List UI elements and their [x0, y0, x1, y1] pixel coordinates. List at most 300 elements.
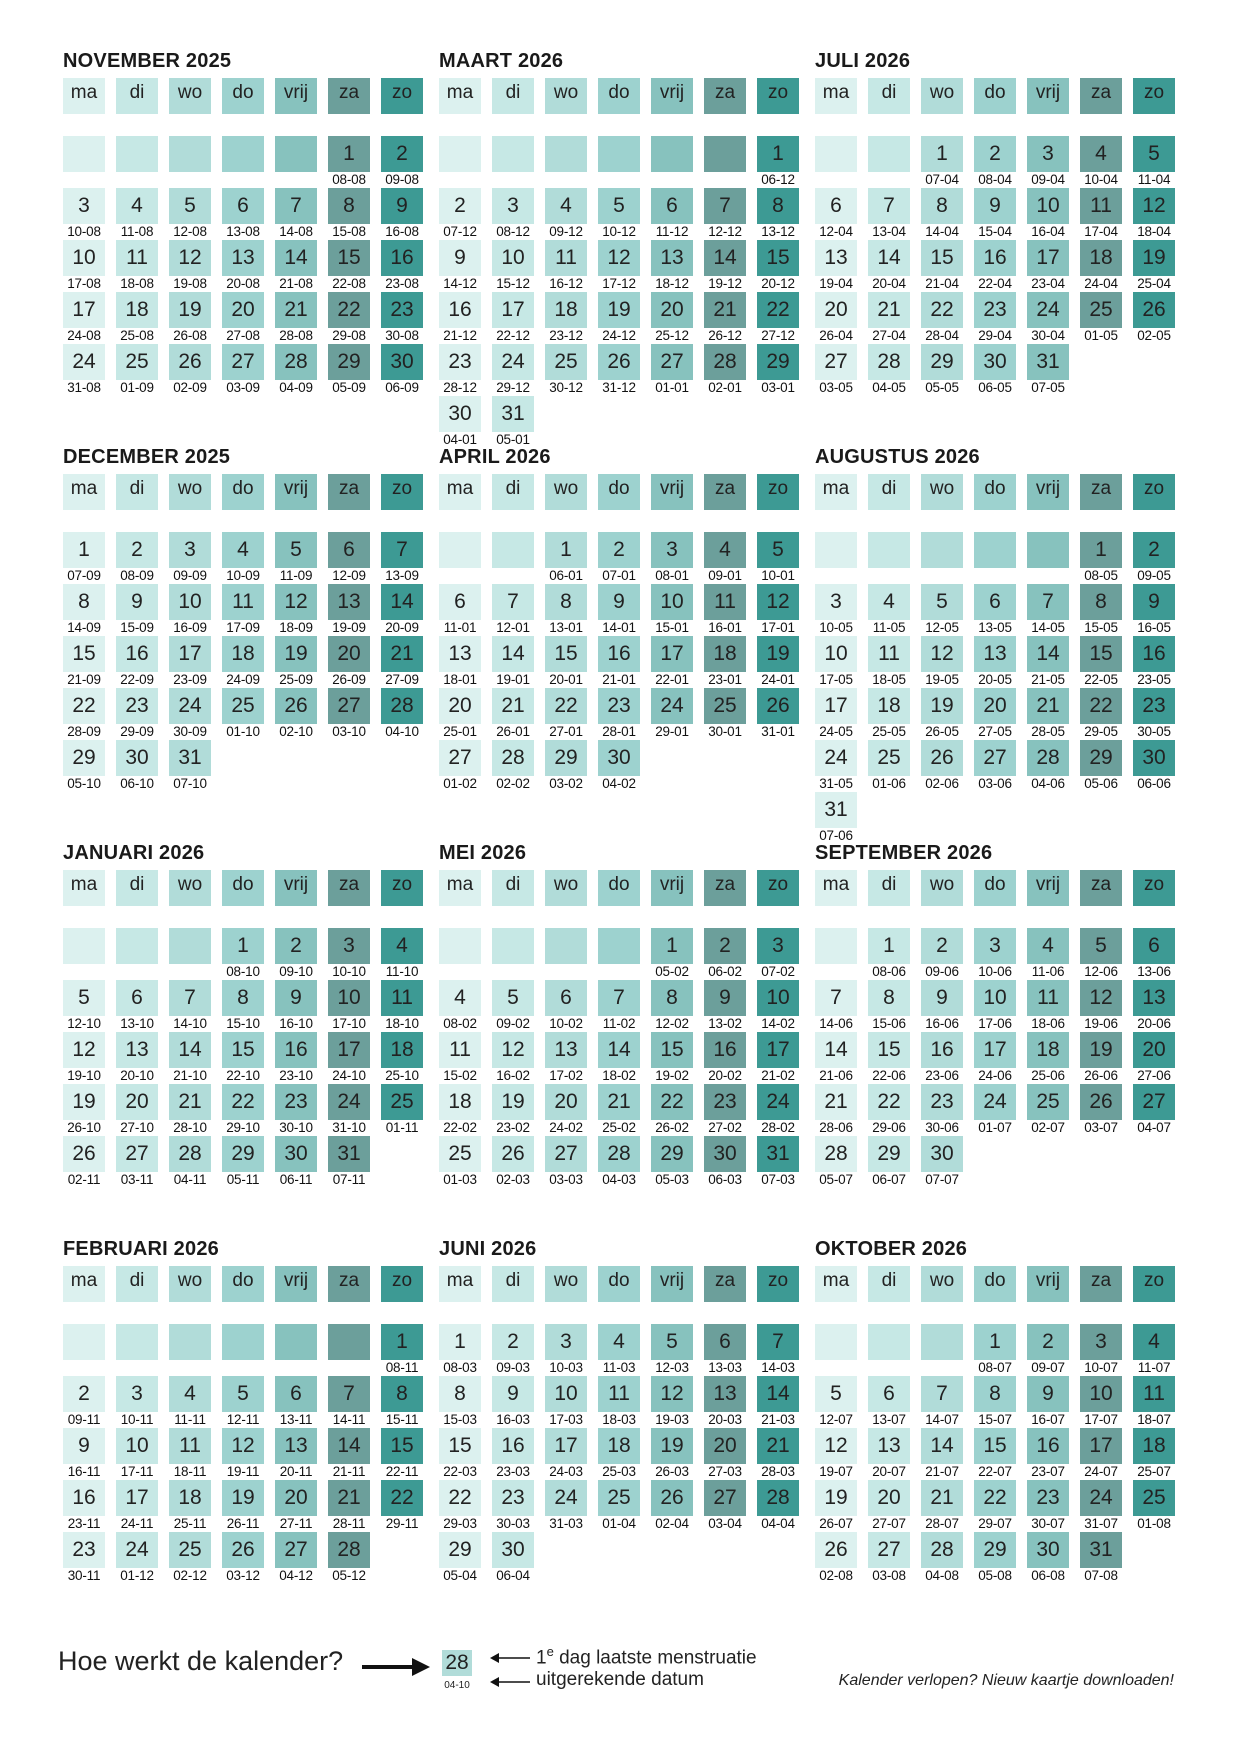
day-number: 4	[1133, 1324, 1175, 1360]
day-number: 9	[439, 240, 481, 276]
day-number: 26	[492, 1136, 534, 1172]
weekday-label: wo	[921, 78, 963, 114]
weekday-label: do	[974, 1266, 1016, 1302]
day-number: 24	[757, 1084, 799, 1120]
due-date: 28-09	[67, 724, 101, 739]
weekday-label: zo	[757, 78, 799, 114]
due-date: 09-06	[925, 964, 959, 979]
due-date: 12-08	[173, 224, 207, 239]
day-number: 2	[974, 136, 1016, 172]
day-cell	[868, 240, 910, 292]
due-date: 25-03	[602, 1464, 636, 1479]
day-cell	[275, 188, 317, 240]
day-cell	[63, 1376, 105, 1428]
due-date: 20-10	[120, 1068, 154, 1083]
day-number: 27	[222, 344, 264, 380]
day-number: 24	[116, 1532, 158, 1568]
day-number: 3	[815, 584, 857, 620]
due-date: 10-10	[332, 964, 366, 979]
due-date: 27-10	[120, 1120, 154, 1135]
due-date: 21-09	[67, 672, 101, 687]
day-number: 28	[598, 1136, 640, 1172]
weekday-header	[704, 1266, 746, 1304]
weekday-header	[815, 474, 857, 512]
day-cell	[545, 1324, 587, 1376]
due-date: 04-01	[443, 432, 477, 447]
day-number: 24	[63, 344, 105, 380]
due-date: 13-10	[120, 1016, 154, 1031]
weekday-header	[1133, 1266, 1175, 1304]
day-number: 26	[921, 740, 963, 776]
weekday-label: wo	[169, 474, 211, 510]
due-date: 15-05	[1084, 620, 1118, 635]
day-number: 12	[815, 1428, 857, 1464]
due-date: 05-09	[332, 380, 366, 395]
weekday-label: vrij	[275, 1266, 317, 1302]
weekday-label: wo	[545, 78, 587, 114]
weekday-header	[1027, 870, 1069, 908]
weekday-header	[545, 1266, 587, 1304]
day-number: 7	[169, 980, 211, 1016]
day-number: 28	[921, 1532, 963, 1568]
weekday-header	[1080, 870, 1122, 908]
month-title: DECEMBER 2025	[63, 446, 231, 468]
empty-day-cell	[222, 1324, 264, 1376]
day-cell	[1133, 980, 1175, 1032]
day-number: 16	[492, 1428, 534, 1464]
due-date: 13-02	[708, 1016, 742, 1031]
day-number: 11	[222, 584, 264, 620]
empty-day-cell	[1027, 532, 1069, 584]
weekday-label: ma	[63, 870, 105, 906]
empty-day-cell	[492, 928, 534, 980]
day-number: 24	[1027, 292, 1069, 328]
day-number: 21	[757, 1428, 799, 1464]
due-date: 06-06	[1137, 776, 1171, 791]
day-number: 23	[439, 344, 481, 380]
due-date: 18-01	[443, 672, 477, 687]
day-number: 22	[651, 1084, 693, 1120]
day-number: 8	[868, 980, 910, 1016]
weekday-header	[974, 1266, 1016, 1304]
day-cell	[545, 1032, 587, 1084]
day-number: 17	[545, 1428, 587, 1464]
weekday-label: do	[222, 474, 264, 510]
day-number: 8	[1080, 584, 1122, 620]
weekday-label: wo	[545, 1266, 587, 1302]
day-number: 16	[63, 1480, 105, 1516]
day-cell	[381, 1428, 423, 1480]
day-cell	[381, 1376, 423, 1428]
day-cell	[169, 532, 211, 584]
day-number: 19	[651, 1428, 693, 1464]
day-cell	[1080, 136, 1122, 188]
day-number: 22	[921, 292, 963, 328]
due-date: 01-12	[120, 1568, 154, 1583]
day-number: 28	[275, 344, 317, 380]
day-number: 26	[1080, 1084, 1122, 1120]
due-date: 18-03	[602, 1412, 636, 1427]
day-cell	[815, 1032, 857, 1084]
empty-day-cell	[116, 928, 158, 980]
day-cell	[328, 636, 370, 688]
day-number: 3	[63, 188, 105, 224]
day-cell	[222, 1084, 264, 1136]
day-cell	[598, 980, 640, 1032]
due-date: 29-03	[443, 1516, 477, 1531]
weekday-header	[815, 1266, 857, 1304]
day-number: 30	[439, 396, 481, 432]
day-cell	[492, 980, 534, 1032]
due-date: 01-02	[443, 776, 477, 791]
day-number: 28	[328, 1532, 370, 1568]
day-number: 25	[1133, 1480, 1175, 1516]
day-number: 13	[275, 1428, 317, 1464]
day-cell	[598, 188, 640, 240]
weekday-header	[492, 870, 534, 908]
day-cell	[974, 1376, 1016, 1428]
day-number: 25	[704, 688, 746, 724]
empty-day-cell	[545, 928, 587, 980]
weekday-header	[974, 78, 1016, 116]
day-number: 2	[439, 188, 481, 224]
day-cell	[921, 292, 963, 344]
due-date: 10-09	[226, 568, 260, 583]
weekday-label: wo	[169, 870, 211, 906]
day-number: 20	[275, 1480, 317, 1516]
day-number: 4	[868, 584, 910, 620]
day-cell	[974, 1428, 1016, 1480]
day-number: 6	[704, 1324, 746, 1360]
day-cell	[598, 584, 640, 636]
due-date: 17-09	[226, 620, 260, 635]
day-number: 4	[545, 188, 587, 224]
due-date: 19-10	[67, 1068, 101, 1083]
due-date: 07-08	[1084, 1568, 1118, 1583]
empty-day-cell	[492, 136, 534, 188]
weekday-label: vrij	[275, 474, 317, 510]
empty-day-cell	[222, 136, 264, 188]
weekday-label: zo	[757, 1266, 799, 1302]
due-date: 31-12	[602, 380, 636, 395]
day-number: 9	[492, 1376, 534, 1412]
day-cell	[704, 1324, 746, 1376]
day-number: 7	[598, 980, 640, 1016]
day-number: 25	[545, 344, 587, 380]
day-cell	[222, 532, 264, 584]
due-date: 25-09	[279, 672, 313, 687]
due-date: 06-03	[708, 1172, 742, 1187]
weekday-header	[921, 78, 963, 116]
day-cell	[222, 1532, 264, 1584]
day-cell	[704, 344, 746, 396]
day-cell	[275, 688, 317, 740]
day-cell	[1133, 240, 1175, 292]
due-date: 23-09	[173, 672, 207, 687]
weekday-label: di	[116, 1266, 158, 1302]
day-number: 21	[704, 292, 746, 328]
day-number: 19	[1080, 1032, 1122, 1068]
day-number: 10	[651, 584, 693, 620]
weekday-label: zo	[1133, 870, 1175, 906]
due-date: 04-04	[761, 1516, 795, 1531]
due-date: 07-06	[819, 828, 853, 843]
due-date: 12-12	[708, 224, 742, 239]
day-number: 17	[1027, 240, 1069, 276]
day-cell	[492, 740, 534, 792]
day-cell	[598, 344, 640, 396]
empty-day-cell	[598, 928, 640, 980]
due-date: 02-08	[819, 1568, 853, 1583]
due-date: 23-06	[925, 1068, 959, 1083]
day-cell	[439, 688, 481, 740]
day-number: 30	[598, 740, 640, 776]
weekday-label: do	[974, 474, 1016, 510]
day-cell	[63, 1032, 105, 1084]
day-number: 17	[328, 1032, 370, 1068]
day-cell	[651, 188, 693, 240]
day-cell	[439, 1032, 481, 1084]
day-number: 8	[63, 584, 105, 620]
weekday-label: vrij	[1027, 78, 1069, 114]
day-number: 2	[63, 1376, 105, 1412]
day-cell	[815, 688, 857, 740]
day-cell	[222, 240, 264, 292]
day-cell	[116, 740, 158, 792]
day-number: 11	[169, 1428, 211, 1464]
weekday-label: do	[598, 78, 640, 114]
legend-first-day-label: 1e dag laatste menstruatie	[536, 1644, 757, 1669]
day-number: 3	[757, 928, 799, 964]
day-number: 9	[275, 980, 317, 1016]
due-date: 26-11	[226, 1516, 260, 1531]
day-cell	[328, 1136, 370, 1188]
day-number: 12	[1133, 188, 1175, 224]
day-cell	[1027, 928, 1069, 980]
due-date: 26-08	[173, 328, 207, 343]
day-number: 11	[1080, 188, 1122, 224]
day-cell	[328, 1428, 370, 1480]
day-number: 1	[921, 136, 963, 172]
due-date: 14-10	[173, 1016, 207, 1031]
weekday-label: zo	[757, 870, 799, 906]
day-number: 31	[328, 1136, 370, 1172]
due-date: 30-05	[1137, 724, 1171, 739]
weekday-header	[757, 1266, 799, 1304]
due-date: 25-01	[443, 724, 477, 739]
weekday-label: di	[492, 870, 534, 906]
day-cell	[1133, 188, 1175, 240]
day-number: 30	[1133, 740, 1175, 776]
day-number: 9	[974, 188, 1016, 224]
due-date: 03-08	[872, 1568, 906, 1583]
weekday-header	[116, 1266, 158, 1304]
due-date: 14-03	[761, 1360, 795, 1375]
day-number: 15	[63, 636, 105, 672]
day-cell	[381, 344, 423, 396]
day-cell	[169, 980, 211, 1032]
day-number: 26	[815, 1532, 857, 1568]
day-cell	[169, 1480, 211, 1532]
day-number: 6	[328, 532, 370, 568]
day-cell	[545, 240, 587, 292]
due-date: 27-12	[761, 328, 795, 343]
weekday-label: vrij	[651, 474, 693, 510]
day-number: 23	[492, 1480, 534, 1516]
due-date: 27-05	[978, 724, 1012, 739]
due-date: 07-03	[761, 1172, 795, 1187]
due-date: 19-01	[496, 672, 530, 687]
day-number: 16	[974, 240, 1016, 276]
month-title: NOVEMBER 2025	[63, 50, 232, 72]
weekday-label: zo	[1133, 78, 1175, 114]
due-date: 13-12	[761, 224, 795, 239]
weekday-label: zo	[1133, 1266, 1175, 1302]
day-number: 17	[169, 636, 211, 672]
day-cell	[1027, 740, 1069, 792]
day-number: 21	[492, 688, 534, 724]
day-number: 23	[116, 688, 158, 724]
day-cell	[921, 136, 963, 188]
due-date: 07-09	[67, 568, 101, 583]
day-cell	[974, 740, 1016, 792]
weekday-label: vrij	[275, 870, 317, 906]
due-date: 24-03	[549, 1464, 583, 1479]
due-date: 26-01	[496, 724, 530, 739]
weekday-label: wo	[169, 1266, 211, 1302]
day-number: 20	[222, 292, 264, 328]
day-cell	[169, 344, 211, 396]
day-number: 13	[116, 1032, 158, 1068]
day-cell	[1027, 636, 1069, 688]
day-number: 4	[169, 1376, 211, 1412]
due-date: 23-11	[67, 1516, 101, 1531]
due-date: 18-05	[872, 672, 906, 687]
due-date: 18-12	[655, 276, 689, 291]
day-cell	[868, 740, 910, 792]
day-number: 18	[1027, 1032, 1069, 1068]
due-date: 16-12	[549, 276, 583, 291]
day-cell	[116, 1480, 158, 1532]
due-date: 06-08	[1031, 1568, 1065, 1583]
day-cell	[815, 740, 857, 792]
weekday-header	[757, 870, 799, 908]
day-cell	[328, 1032, 370, 1084]
day-cell	[757, 1324, 799, 1376]
arrow-left-icon	[490, 1652, 530, 1664]
day-cell	[1080, 1032, 1122, 1084]
day-number: 13	[868, 1428, 910, 1464]
day-cell	[328, 188, 370, 240]
day-number: 24	[492, 344, 534, 380]
due-date: 10-07	[1084, 1360, 1118, 1375]
day-number: 14	[815, 1032, 857, 1068]
day-number: 27	[815, 344, 857, 380]
weekday-header	[545, 870, 587, 908]
day-cell	[704, 636, 746, 688]
due-date: 02-06	[925, 776, 959, 791]
day-number: 18	[116, 292, 158, 328]
day-cell	[1080, 1428, 1122, 1480]
due-date: 17-10	[332, 1016, 366, 1031]
day-number: 8	[974, 1376, 1016, 1412]
due-date: 22-03	[443, 1464, 477, 1479]
day-number: 2	[116, 532, 158, 568]
day-cell	[492, 396, 534, 448]
day-number: 22	[439, 1480, 481, 1516]
due-date: 03-06	[978, 776, 1012, 791]
due-date: 02-10	[279, 724, 313, 739]
weekday-header	[757, 78, 799, 116]
due-date: 03-07	[1084, 1120, 1118, 1135]
due-date: 16-10	[279, 1016, 313, 1031]
day-number: 20	[868, 1480, 910, 1516]
due-date: 13-09	[385, 568, 419, 583]
weekday-label: zo	[381, 78, 423, 114]
day-number: 16	[381, 240, 423, 276]
day-cell	[328, 584, 370, 636]
day-number: 19	[169, 292, 211, 328]
due-date: 02-11	[67, 1172, 101, 1187]
day-cell	[757, 1136, 799, 1188]
due-date: 08-08	[332, 172, 366, 187]
due-date: 10-06	[978, 964, 1012, 979]
day-cell	[1027, 1428, 1069, 1480]
weekday-label: di	[868, 78, 910, 114]
empty-day-cell	[815, 928, 857, 980]
day-number: 5	[598, 188, 640, 224]
day-number: 6	[275, 1376, 317, 1412]
due-date: 26-07	[819, 1516, 853, 1531]
day-number: 31	[757, 1136, 799, 1172]
day-number: 3	[116, 1376, 158, 1412]
due-date: 06-04	[496, 1568, 530, 1583]
day-cell	[381, 1324, 423, 1376]
day-number: 21	[328, 1480, 370, 1516]
weekday-header	[974, 870, 1016, 908]
due-date: 13-08	[226, 224, 260, 239]
day-number: 5	[815, 1376, 857, 1412]
empty-day-cell	[921, 1324, 963, 1376]
day-number: 6	[974, 584, 1016, 620]
month-title: SEPTEMBER 2026	[815, 842, 993, 864]
weekday-header	[651, 474, 693, 512]
day-cell	[921, 688, 963, 740]
day-number: 20	[1133, 1032, 1175, 1068]
empty-day-cell	[275, 136, 317, 188]
day-number: 15	[757, 240, 799, 276]
weekday-header	[1080, 474, 1122, 512]
day-number: 5	[275, 532, 317, 568]
due-date: 09-08	[385, 172, 419, 187]
day-cell	[974, 1532, 1016, 1584]
day-number: 21	[275, 292, 317, 328]
day-cell	[63, 980, 105, 1032]
due-date: 10-04	[1084, 172, 1118, 187]
due-date: 22-04	[978, 276, 1012, 291]
day-cell	[921, 1136, 963, 1188]
day-number: 10	[757, 980, 799, 1016]
day-cell	[116, 344, 158, 396]
day-cell	[381, 240, 423, 292]
day-cell	[757, 240, 799, 292]
due-date: 11-07	[1137, 1360, 1171, 1375]
due-date: 21-05	[1031, 672, 1065, 687]
due-date: 23-05	[1137, 672, 1171, 687]
day-cell	[921, 636, 963, 688]
due-date: 30-03	[496, 1516, 530, 1531]
empty-day-cell	[439, 532, 481, 584]
